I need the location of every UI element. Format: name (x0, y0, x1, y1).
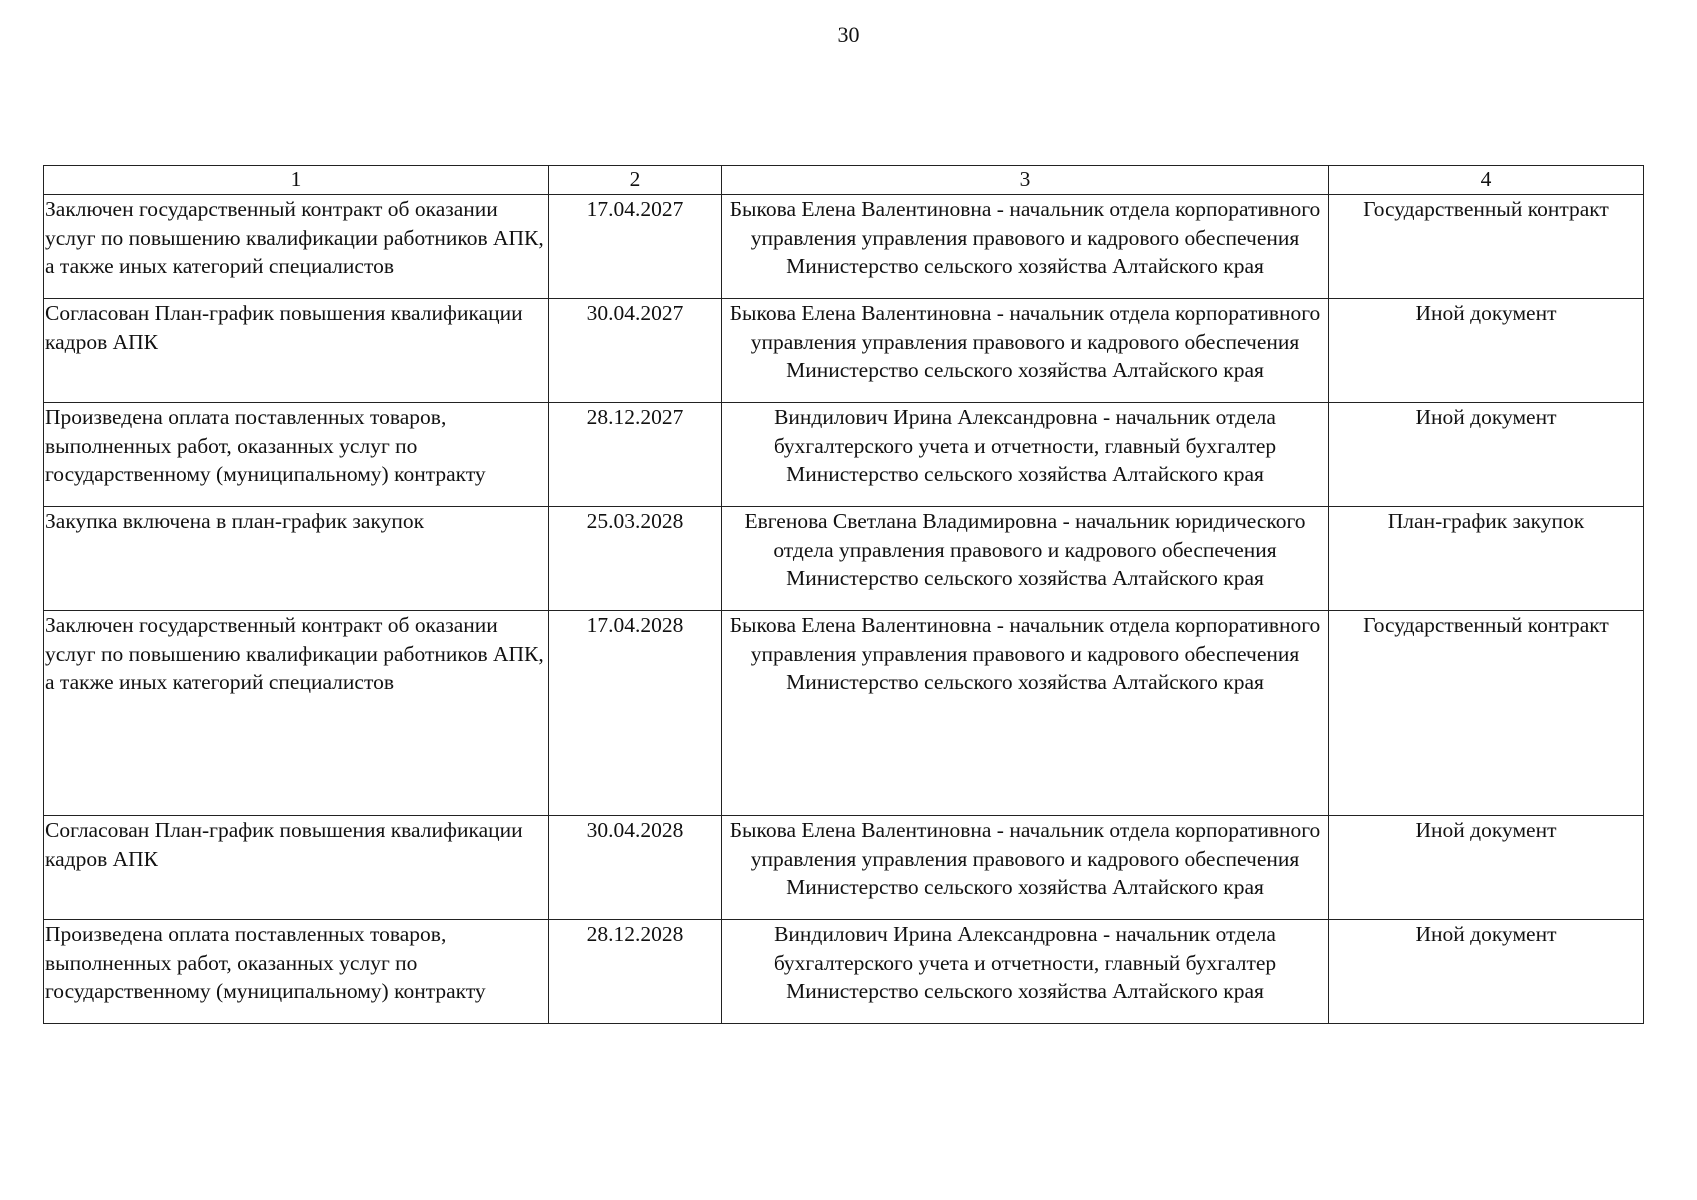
responsible-person: Быкова Елена Валентиновна - начальник отдела корпоративного управления управления правового и кадрового обеспечения (729, 197, 1321, 250)
responsible-person: Быкова Елена Валентиновна - начальник отдела корпоративного управления управления правового и кадрового обеспечения (729, 301, 1321, 354)
table-row (44, 299, 1644, 403)
document-cell: Иной документ (1329, 299, 1644, 403)
responsible-cell (722, 403, 1329, 507)
responsible-person: Виндилович Ирина Александровна - начальник отдела бухгалтерского учета и отчетности, главный бухгалтер (773, 405, 1277, 458)
column-header: 3 (722, 166, 1329, 195)
responsible-cell (722, 611, 1329, 816)
responsible-organization: Министерство сельского хозяйства Алтайского края (786, 462, 1264, 486)
responsible-person: Виндилович Ирина Александровна - начальник отдела бухгалтерского учета и отчетности, главный бухгалтер (773, 922, 1277, 975)
event-cell: Произведена оплата поставленных товаров, выполненных работ, оказанных услуг по государственному (муниципальному) контракту (44, 920, 549, 1024)
event-cell: Согласован План-график повышения квалификации кадров АПК (44, 816, 549, 920)
document-cell: Государственный контракт (1329, 195, 1644, 299)
event-cell: Заключен государственный контракт об оказании услуг по повышению квалификации работников АПК, а также иных категорий специалистов (44, 611, 549, 816)
responsible-person: Евгенова Светлана Владимировна - начальник юридического отдела управления правового и кадрового обеспечения (744, 509, 1306, 562)
table-row (44, 195, 1644, 299)
column-header: 2 (549, 166, 722, 195)
date-cell: 30.04.2028 (549, 816, 722, 920)
date-cell: 25.03.2028 (549, 507, 722, 611)
date-cell: 17.04.2027 (549, 195, 722, 299)
responsible-cell (722, 507, 1329, 611)
responsible-organization: Министерство сельского хозяйства Алтайского края (786, 566, 1264, 590)
responsible-organization: Министерство сельского хозяйства Алтайского края (786, 358, 1264, 382)
document-cell: Иной документ (1329, 920, 1644, 1024)
responsible-organization: Министерство сельского хозяйства Алтайского края (786, 254, 1264, 278)
event-cell: Согласован План-график повышения квалификации кадров АПК (44, 299, 549, 403)
responsible-organization: Министерство сельского хозяйства Алтайского края (786, 979, 1264, 1003)
responsible-organization: Министерство сельского хозяйства Алтайского края (786, 875, 1264, 899)
page-number: 30 (837, 22, 860, 47)
responsible-cell (722, 299, 1329, 403)
document-cell: План-график закупок (1329, 507, 1644, 611)
responsible-cell (722, 195, 1329, 299)
column-header: 4 (1329, 166, 1644, 195)
responsible-organization: Министерство сельского хозяйства Алтайского края (786, 670, 1264, 694)
document-cell: Иной документ (1329, 403, 1644, 507)
document-cell: Иной документ (1329, 816, 1644, 920)
date-cell: 28.12.2027 (549, 403, 722, 507)
control-points-table (43, 165, 1644, 1024)
date-cell: 30.04.2027 (549, 299, 722, 403)
responsible-person: Быкова Елена Валентиновна - начальник отдела корпоративного управления управления правового и кадрового обеспечения (729, 613, 1321, 666)
date-cell: 17.04.2028 (549, 611, 722, 816)
table-row (44, 920, 1644, 1024)
table-header-row (44, 166, 1644, 195)
responsible-cell (722, 920, 1329, 1024)
responsible-person: Быкова Елена Валентиновна - начальник отдела корпоративного управления управления правового и кадрового обеспечения (729, 818, 1321, 871)
date-cell: 28.12.2028 (549, 920, 722, 1024)
responsible-cell (722, 816, 1329, 920)
table-row (44, 611, 1644, 816)
event-cell: Заключен государственный контракт об оказании услуг по повышению квалификации работников АПК, а также иных категорий специалистов (44, 195, 549, 299)
table-row (44, 507, 1644, 611)
event-cell: Закупка включена в план-график закупок (44, 507, 549, 611)
table-row (44, 403, 1644, 507)
table-row (44, 816, 1644, 920)
column-header: 1 (44, 166, 549, 195)
document-cell: Государственный контракт (1329, 611, 1644, 816)
event-cell: Произведена оплата поставленных товаров, выполненных работ, оказанных услуг по государственному (муниципальному) контракту (44, 403, 549, 507)
